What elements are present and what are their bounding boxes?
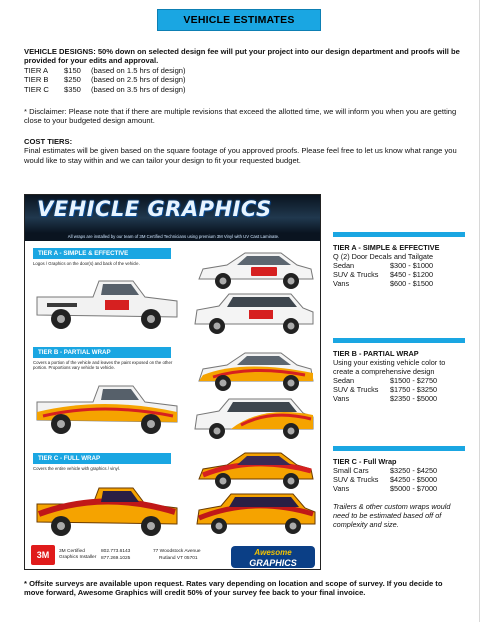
- white-pickup-truck-image: [33, 273, 181, 335]
- flyer-tier-a-desc: Logos / Graphics on the door(s) and back of the vehicle.: [33, 261, 140, 266]
- white-suv-image: [191, 290, 317, 338]
- flyer-subtitle: All wraps are installed by our team of 3M Certified Technicians using premium 3M Vinyl with UV Cast Laminate.: [25, 233, 321, 241]
- design-tier-price: $350: [64, 84, 81, 94]
- price-row: [333, 394, 465, 403]
- tier-b-rule: [333, 338, 465, 343]
- price-range: $300 - $1000: [390, 261, 434, 270]
- flyer-tier-a-bar: TIER A - SIMPLE & EFFECTIVE: [33, 248, 171, 259]
- flyer-tier-c-bar: TIER C - FULL WRAP: [33, 453, 171, 464]
- price-label: Sedan: [333, 261, 355, 270]
- flyer-header: [25, 195, 321, 233]
- design-tier-name: TIER B: [24, 75, 49, 85]
- design-tier-name: TIER A: [24, 65, 49, 75]
- tier-b-pricing: [333, 338, 465, 403]
- full-wrap-truck-image: [33, 482, 181, 540]
- price-label: SUV & Trucks: [333, 270, 379, 279]
- design-tier-name: TIER C: [24, 84, 49, 94]
- design-tier-row: [24, 85, 464, 94]
- white-sedan-image: [193, 245, 317, 295]
- design-tier-row: [24, 66, 464, 75]
- price-label: SUV & Trucks: [333, 475, 379, 484]
- cost-tiers-body: Final estimates will be given based on the square footage of you approved proofs. Please feel free to let us know what range you would like to stay within and we can tailor your design to fit your requested budget.: [24, 146, 457, 165]
- logo-word-2: GRAPHICS: [249, 558, 297, 568]
- price-range: $2350 - $5000: [390, 394, 438, 403]
- price-label: Vans: [333, 484, 350, 493]
- tier-b-title: TIER B - PARTIAL WRAP: [333, 349, 419, 358]
- full-wrap-suv-image: [193, 490, 317, 538]
- price-row: [333, 385, 465, 394]
- price-range: $4250 - $5000: [390, 475, 438, 484]
- flyer-cert-text: 3M Certified Graphics Installer: [59, 549, 97, 560]
- partial-wrap-sedan-image: [193, 345, 317, 397]
- tier-c-title: TIER C - Full Wrap: [333, 457, 397, 466]
- awesome-graphics-logo: [231, 546, 315, 568]
- price-range: $1500 - $2750: [390, 376, 438, 385]
- price-range: $5000 - $7000: [390, 484, 438, 493]
- design-tier-row: [24, 75, 464, 84]
- design-tier-note: (based on 2.5 hrs of design): [91, 75, 186, 85]
- vehicle-designs-section: [24, 47, 464, 94]
- price-row: [333, 466, 465, 475]
- tier-a-rule: [333, 232, 465, 237]
- price-row: [333, 279, 465, 288]
- vehicle-graphics-flyer: [24, 194, 321, 570]
- logo-word-1: Awesome: [254, 548, 292, 557]
- price-label: Vans: [333, 279, 350, 288]
- tier-b-line: Using your existing vehicle color to create a comprehensive design: [333, 358, 446, 376]
- 3m-certified-badge-icon: [31, 545, 55, 565]
- tier-c-note: Trailers & other custom wraps would need to be estimated based off of complexity and size.: [333, 502, 451, 529]
- design-tier-price: $250: [64, 75, 81, 85]
- price-label: SUV & Trucks: [333, 385, 379, 394]
- tier-a-pricing: [333, 232, 465, 288]
- flyer-tier-b-bar: TIER B - PARTIAL WRAP: [33, 347, 171, 358]
- page-title: VEHICLE ESTIMATES: [183, 14, 295, 26]
- price-label: Small Cars: [333, 466, 369, 475]
- flyer-tier-b-desc: Covers a portion of the vehicle and leaves the paint exposed on the other portion. Proportions vary vehicle to vehicle.: [33, 360, 173, 371]
- tier-a-title: TIER A - SIMPLE & EFFECTIVE: [333, 243, 440, 252]
- flyer-address-2: Rutland VT 05701: [159, 556, 198, 561]
- page-title-banner: [157, 9, 321, 31]
- tier-c-pricing: [333, 446, 465, 529]
- price-label: Sedan: [333, 376, 355, 385]
- price-label: Vans: [333, 394, 350, 403]
- design-tier-price: $150: [64, 65, 81, 75]
- price-row: [333, 484, 465, 493]
- price-range: $1750 - $3250: [390, 385, 438, 394]
- full-wrap-sedan-image: [193, 445, 317, 495]
- cost-tiers-section: [24, 137, 464, 165]
- design-tier-note: (based on 1.5 hrs of design): [91, 65, 186, 75]
- flyer-phone-1: 802.773.6143: [101, 549, 131, 554]
- tier-c-rule: [333, 446, 465, 451]
- price-row: [333, 261, 465, 270]
- price-row: [333, 270, 465, 279]
- svg-text:3M: 3M: [36, 550, 50, 560]
- price-row: [333, 475, 465, 484]
- partial-wrap-truck-image: [33, 378, 181, 440]
- flyer-tier-c-desc: Covers the entire vehicle with graphics / vinyl.: [33, 466, 120, 471]
- price-range: $450 - $1200: [390, 270, 434, 279]
- cost-tiers-heading: COST TIERS:: [24, 137, 73, 146]
- flyer-title: VEHICLE GRAPHICS: [37, 197, 272, 221]
- price-range: $3250 - $4250: [390, 466, 438, 475]
- flyer-address-1: 77 Woodstock Avenue: [153, 549, 201, 554]
- disclaimer-text: * Disclaimer: Please note that if there are multiple revisions that exceed the allotted time, we will inform you when you are getting close to your budgeted design amount.: [24, 107, 457, 126]
- designs-lead: VEHICLE DESIGNS: 50% down on selected design fee will put your project into our design department and proofs will be provided for your edits and approval.: [24, 47, 460, 66]
- tier-a-line: Q (2) Door Decals and Tailgate: [333, 252, 434, 261]
- price-row: [333, 376, 465, 385]
- offsite-survey-note: * Offsite surveys are available upon request. Rates vary depending on location and scope of survey. If you decide to move forward, Awesome Graphics will credit 50% of your survey fee back to your final invoice.: [24, 579, 443, 598]
- design-tier-note: (based on 3.5 hrs of design): [91, 84, 186, 94]
- price-range: $600 - $1500: [390, 279, 434, 288]
- flyer-phone-2: 877.269.1025: [101, 556, 131, 561]
- partial-wrap-suv-image: [191, 395, 317, 443]
